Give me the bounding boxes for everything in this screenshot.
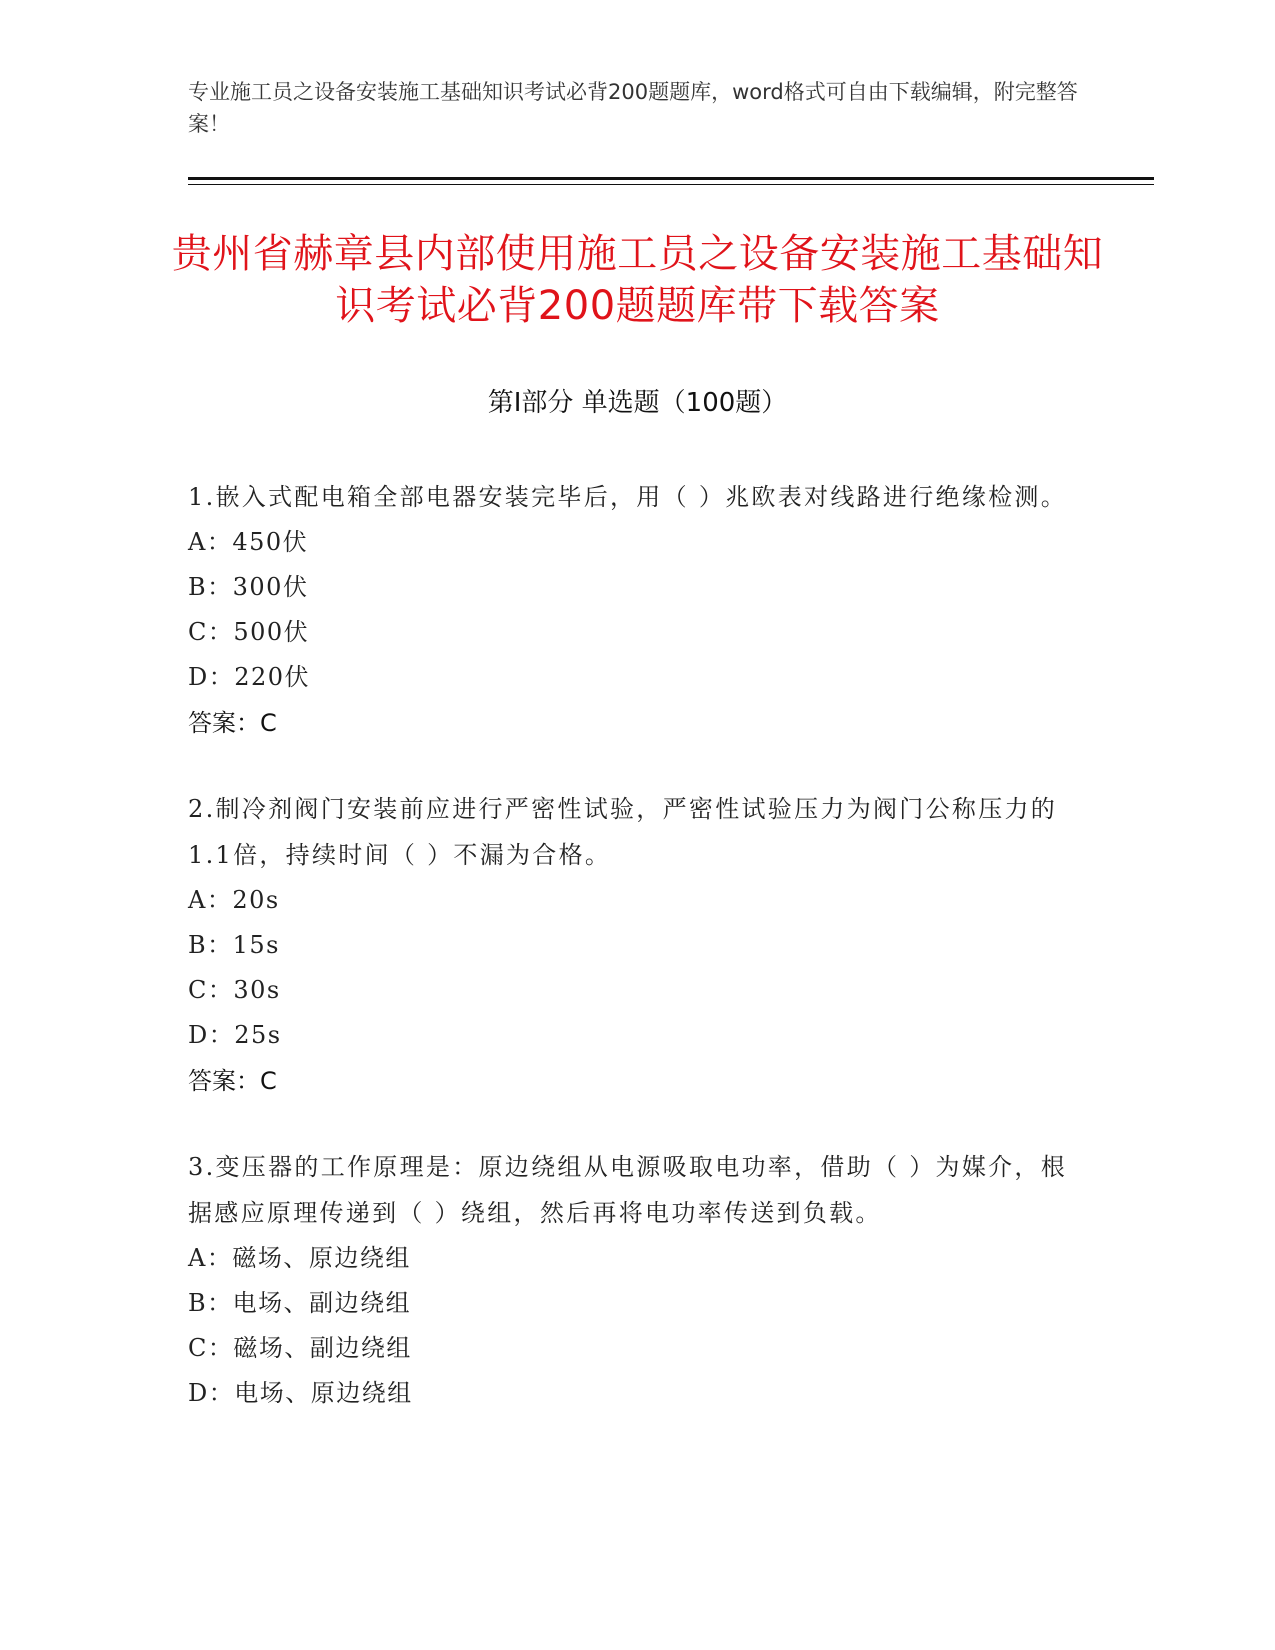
header-divider-thick — [188, 177, 1154, 180]
section-heading: 第I部分 单选题（100题） — [487, 388, 788, 418]
option-a: A：450伏 — [188, 528, 309, 556]
document-title: 贵州省赫章县内部使用施工员之设备安装施工基础知识考试必背200题题库带下载答案 — [171, 231, 1104, 329]
option-d: D：220伏 — [188, 663, 311, 691]
option-d: D：电场、原边绕组 — [188, 1379, 413, 1407]
header-note: 专业施工员之设备安装施工基础知识考试必背200题题库，word格式可自由下载编辑，附完整答案！ — [188, 80, 1078, 136]
option-b: B：300伏 — [188, 573, 309, 601]
option-b: B：15s — [188, 931, 280, 959]
header-divider-thin — [188, 184, 1154, 185]
question-2 — [188, 786, 1088, 1104]
option-c: C：30s — [188, 976, 281, 1004]
option-a: A：磁场、原边绕组 — [188, 1244, 411, 1272]
question-stem: 2.制冷剂阀门安装前应进行严密性试验，严密性试验压力为阀门公称压力的1.1倍，持续时间（ ）不漏为合格。 — [188, 795, 1058, 869]
option-c: C：500伏 — [188, 618, 310, 646]
question-stem: 1.嵌入式配电箱全部电器安装完毕后，用（ ）兆欧表对线路进行绝缘检测。 — [188, 483, 1068, 511]
option-b: B：电场、副边绕组 — [188, 1289, 412, 1317]
question-list — [188, 474, 1088, 1456]
answer-line: 答案：C — [188, 709, 277, 737]
option-a: A：20s — [188, 886, 280, 914]
option-c: C：磁场、副边绕组 — [188, 1334, 412, 1362]
option-d: D：25s — [188, 1021, 282, 1049]
answer-line: 答案：C — [188, 1067, 277, 1095]
question-stem: 3.变压器的工作原理是：原边绕组从电源吸取电功率，借助（ ）为媒介，根据感应原理传递到（ ）绕组，然后再将电功率传送到负载。 — [188, 1153, 1068, 1227]
question-3 — [188, 1144, 1088, 1416]
question-1 — [188, 474, 1088, 746]
